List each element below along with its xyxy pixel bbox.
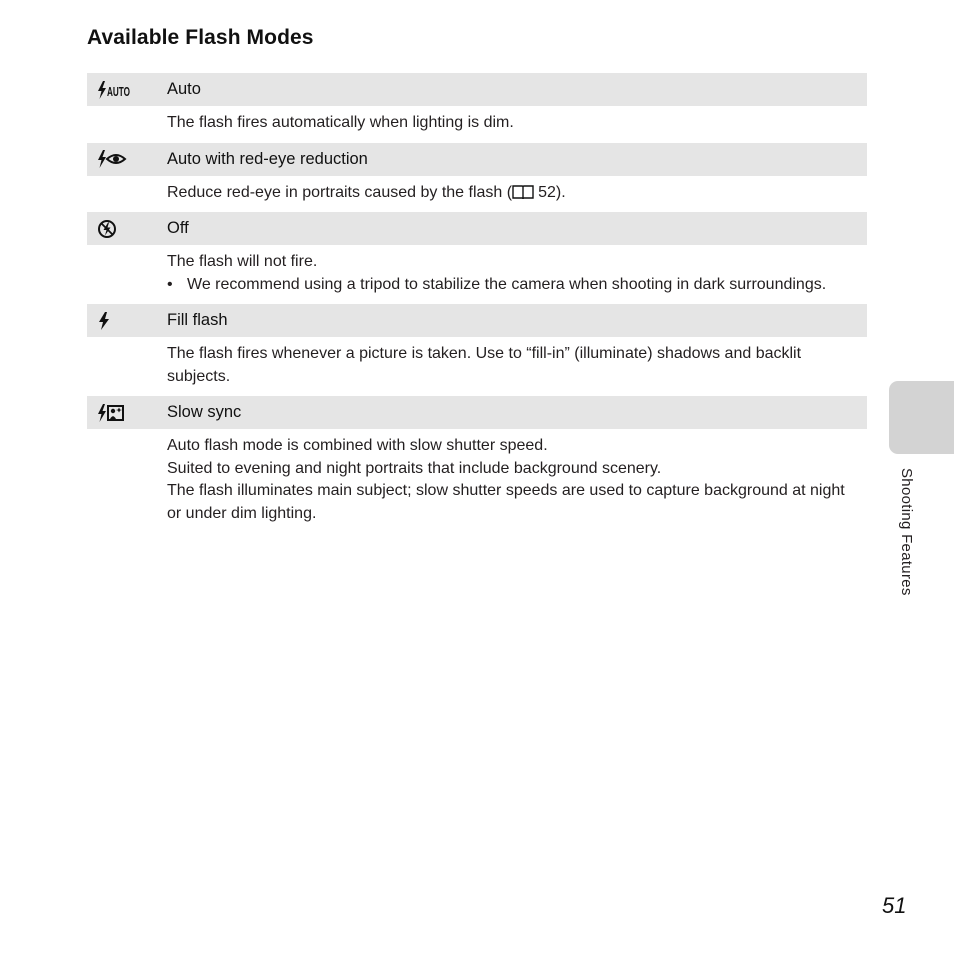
mode-description [87, 429, 867, 532]
mode-name: Off [167, 219, 189, 237]
bullet-marker: • [167, 275, 173, 293]
fill-flash-icon [87, 304, 167, 337]
flash-modes-table [87, 73, 867, 532]
description-line: The flash illuminates main subject; slow shutter speeds are used to capture background at night or under dim lighting. [167, 482, 845, 522]
flash-off-icon [87, 212, 167, 245]
mode-description [87, 337, 867, 395]
page-title: Available Flash Modes [87, 26, 314, 49]
page-reference: 52). [538, 183, 566, 201]
description-text [167, 182, 857, 205]
flash-red-eye-icon [87, 143, 167, 176]
mode-row-off [87, 212, 867, 245]
book-reference-icon [512, 184, 534, 200]
description-line: Auto flash mode is combined with slow shutter speed. [167, 437, 548, 454]
section-label: Shooting Features [898, 468, 915, 596]
mode-name: Slow sync [167, 403, 242, 421]
slow-sync-icon [87, 396, 167, 429]
mode-description [87, 176, 867, 212]
mode-name: Auto with red-eye reduction [167, 149, 368, 168]
bullet-item [167, 274, 857, 297]
mode-description [87, 106, 867, 142]
mode-row-slow-sync [87, 396, 867, 429]
mode-row-red-eye [87, 143, 867, 176]
mode-name: Fill flash [167, 311, 228, 329]
mode-row-auto [87, 73, 867, 106]
bullet-text: We recommend using a tripod to stabilize the camera when shooting in dark surroundings. [187, 275, 827, 293]
svg-text:AUTO: AUTO [107, 83, 130, 99]
mode-name: Auto [167, 80, 201, 98]
flash-auto-icon [87, 73, 167, 106]
page-number: 51 [882, 893, 907, 918]
description-text: The flash will not fire. [167, 253, 318, 270]
mode-description [87, 245, 867, 303]
side-tab [889, 381, 954, 454]
description-text: The flash fires whenever a picture is taken. Use to “fill-in” (illuminate) shadows and backlit subjects. [167, 345, 802, 385]
mode-row-fill-flash [87, 304, 867, 337]
description-line: Suited to evening and night portraits that include background scenery. [167, 459, 662, 477]
description-text-part: Reduce red-eye in portraits caused by the flash ( [167, 183, 513, 201]
description-text: The flash fires automatically when lighting is dim. [167, 114, 514, 131]
